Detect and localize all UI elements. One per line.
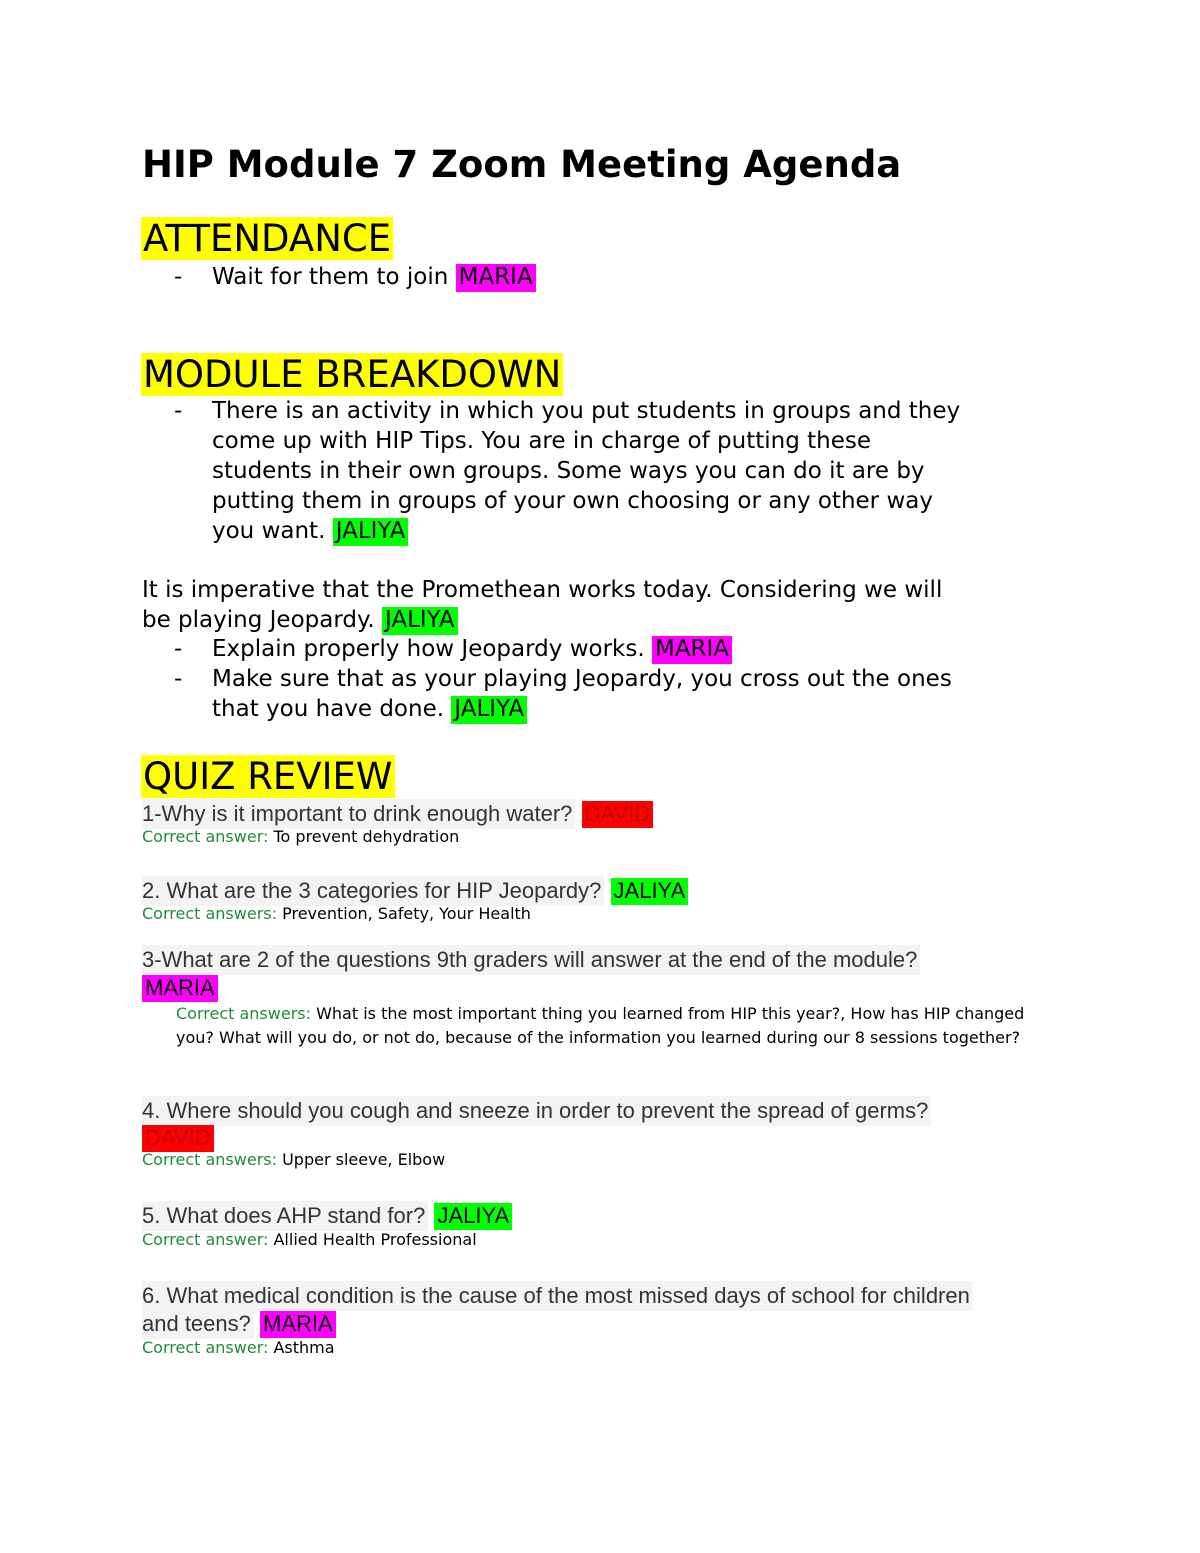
assignee-badge-david: DAVID <box>142 1125 214 1152</box>
question-text: 1-Why is it important to drink enough water? <box>142 799 575 829</box>
assignee-badge-maria: MARIA <box>652 636 732 664</box>
bullet-line: students in their own groups. Some ways you can do it are by <box>212 458 925 484</box>
answer-text: What is the most important thing you learned from HIP this year?, How has HIP changed <box>316 1004 1025 1023</box>
attendance-bullet <box>212 266 536 289</box>
assignee-badge-maria: MARIA <box>456 264 536 292</box>
assignee-badge-jaliya: JALIYA <box>333 518 409 546</box>
breakdown-heading: MODULE BREAKDOWN <box>143 353 562 396</box>
assignee-badge-jaliya: JALIYA <box>611 878 689 905</box>
bullet-text: Explain properly how Jeopardy works. <box>212 636 645 662</box>
assignee-badge-jaliya: JALIYA <box>382 607 458 635</box>
answer-text: you? What will you do, or not do, because of the information you learned during our 8 sessions together? <box>176 1028 1021 1047</box>
bullet-line: that you have done. <box>212 696 445 722</box>
quiz-question-6 <box>142 1285 973 1307</box>
answer-text: Upper sleeve, Elbow <box>282 1150 446 1169</box>
bullet-dash: - <box>174 398 183 424</box>
assignee-badge-david: DAVID <box>582 801 654 828</box>
question-text: 4. Where should you cough and sneeze in order to prevent the spread of germs? <box>142 1096 931 1126</box>
bullet-line: you want. <box>212 518 326 544</box>
quiz-question-2 <box>142 880 688 902</box>
answer-label: Correct answer: <box>142 1230 269 1249</box>
answer-text: To prevent dehydration <box>273 827 460 846</box>
bullet-line: There is an activity in which you put students in groups and they <box>212 398 961 424</box>
quiz-answer-2 <box>142 906 531 922</box>
answer-label: Correct answer: <box>142 1338 269 1357</box>
quiz-answer-1 <box>142 829 459 845</box>
assignee-badge-maria: MARIA <box>142 975 218 1002</box>
paragraph-line: It is imperative that the Promethean works today. Considering we will <box>142 577 943 603</box>
bullet-dash: - <box>174 636 183 662</box>
bullet-line: putting them in groups of your own choosing or any other way <box>212 488 933 514</box>
quiz-answer-6 <box>142 1340 335 1356</box>
quiz-answer-3 <box>176 1006 1024 1022</box>
answer-label: Correct answers: <box>142 1150 277 1169</box>
assignee-badge-jaliya: JALIYA <box>451 696 527 724</box>
answer-label: Correct answer: <box>142 827 269 846</box>
question-text: 6. What medical condition is the cause of the most missed days of school for children <box>142 1281 973 1311</box>
quiz-question-3 <box>142 949 920 971</box>
bullet-line: come up with HIP Tips. You are in charge of putting these <box>212 428 871 454</box>
quiz-question-4 <box>142 1100 931 1122</box>
assignee-badge-jaliya: JALIYA <box>434 1203 512 1230</box>
answer-text: Prevention, Safety, Your Health <box>282 904 531 923</box>
question-text: 3-What are 2 of the questions 9th graders will answer at the end of the module? <box>142 945 920 975</box>
quiz-question-1 <box>142 803 653 825</box>
quiz-heading: QUIZ REVIEW <box>143 755 393 798</box>
answer-text: Allied Health Professional <box>273 1230 477 1249</box>
answer-label: Correct answers: <box>176 1004 311 1023</box>
answer-text: Asthma <box>273 1338 335 1357</box>
document-title: HIP Module 7 Zoom Meeting Agenda <box>142 143 902 186</box>
bullet-line: Make sure that as your playing Jeopardy, you cross out the ones <box>212 666 952 692</box>
question-text: 5. What does AHP stand for? <box>142 1201 428 1231</box>
answer-label: Correct answers: <box>142 904 277 923</box>
quiz-answer-4 <box>142 1152 445 1168</box>
bullet-text: Wait for them to join <box>212 264 449 290</box>
bullet-dash: - <box>174 264 183 290</box>
paragraph-line: be playing Jeopardy. <box>142 607 375 633</box>
quiz-answer-5 <box>142 1232 477 1248</box>
question-text: and teens? <box>142 1309 254 1339</box>
bullet-dash: - <box>174 666 183 692</box>
question-text: 2. What are the 3 categories for HIP Jeopardy? <box>142 876 604 906</box>
attendance-heading: ATTENDANCE <box>143 217 392 260</box>
assignee-badge-maria: MARIA <box>260 1311 336 1338</box>
quiz-question-5 <box>142 1205 512 1227</box>
